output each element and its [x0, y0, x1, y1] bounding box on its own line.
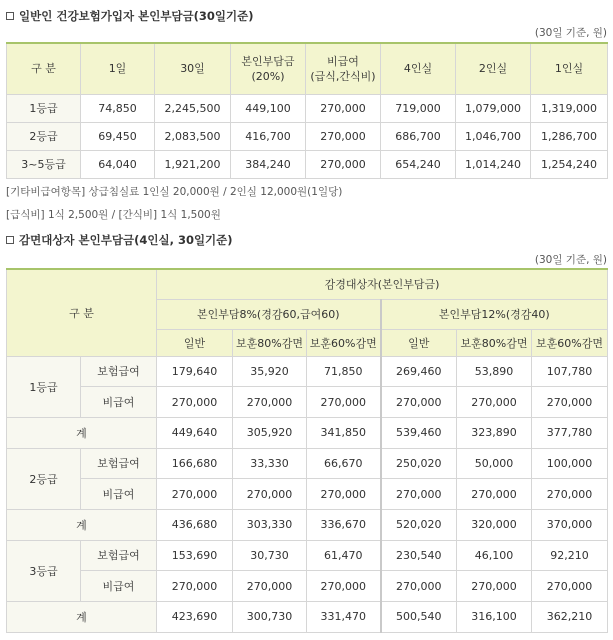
header-veteran-80: 보훈80%감면: [233, 329, 307, 356]
header-4person-room: 4인실: [381, 43, 456, 94]
header-2person-room: 2인실: [456, 43, 531, 94]
table-cell: 71,850: [307, 356, 381, 387]
header-veteran-60: 보훈60%감면: [307, 329, 381, 356]
square-bullet-icon: [6, 12, 14, 20]
table-row: [7, 417, 608, 448]
table-cell: 270,000: [306, 94, 381, 122]
table-cell: 305,920: [233, 417, 307, 448]
row-grade-label: 3등급: [7, 540, 81, 601]
header-uncovered: [306, 43, 381, 94]
table-cell: 270,000: [307, 571, 381, 602]
table-cell: 320,000: [457, 509, 532, 540]
section1-unit: (30일 기준, 원): [534, 27, 607, 39]
row-grade-label: 2등급: [7, 122, 81, 150]
row-grade-label: 1등급: [7, 356, 81, 417]
table-cell: 153,690: [157, 540, 233, 571]
row-uncovered-label: 비급여: [81, 479, 157, 510]
table-cell: 35,920: [233, 356, 307, 387]
row-grade-label: 2등급: [7, 448, 81, 509]
table-cell: 336,670: [307, 509, 381, 540]
table-cell: 520,020: [381, 509, 457, 540]
header-uncovered-detail: (급식,간식비): [310, 69, 376, 83]
table-cell: 66,670: [307, 448, 381, 479]
table-cell: 100,000: [532, 448, 608, 479]
table-cell: 384,240: [231, 150, 306, 178]
header-self-pay-rate: (20%): [251, 69, 285, 83]
table-cell: 1,046,700: [456, 122, 531, 150]
table-row: [7, 94, 608, 122]
header-uncovered-label: 비급여: [327, 54, 359, 68]
table-cell: 539,460: [381, 417, 457, 448]
table-cell: 449,100: [231, 94, 306, 122]
header-category: 구 분: [7, 269, 157, 356]
table-cell: 2,083,500: [155, 122, 231, 150]
header-veteran-80: 보훈80%감면: [457, 329, 532, 356]
table-cell: 270,000: [457, 387, 532, 418]
table-cell: 179,640: [157, 356, 233, 387]
header-self-pay: [231, 43, 306, 94]
section2-unit: (30일 기준, 원): [534, 254, 607, 266]
row-total-label: 계: [7, 509, 157, 540]
table-cell: 270,000: [457, 571, 532, 602]
table-row: [7, 122, 608, 150]
table-cell: 377,780: [532, 417, 608, 448]
header-veteran-60: 보훈60%감면: [532, 329, 608, 356]
table-cell: 270,000: [157, 571, 233, 602]
note-meal-cost: [급식비] 1식 2,500원 / [간식비] 1식 1,500원: [6, 209, 221, 221]
table-cell: 53,890: [457, 356, 532, 387]
table-cell: 270,000: [532, 387, 608, 418]
table-cell: 33,330: [233, 448, 307, 479]
table-cell: 270,000: [381, 571, 457, 602]
header-group-12pct: 본인부담12%(경감40): [381, 299, 608, 329]
table-cell: 92,210: [532, 540, 608, 571]
table-row: [7, 602, 608, 633]
table-cell: 1,319,000: [531, 94, 608, 122]
reduced-cost-table: [6, 268, 608, 633]
table-cell: 270,000: [306, 122, 381, 150]
table-row: [7, 150, 608, 178]
table-row: [7, 356, 608, 387]
table-cell: 303,330: [233, 509, 307, 540]
table-row: [7, 387, 608, 418]
table-cell: 654,240: [381, 150, 456, 178]
table-cell: 46,100: [457, 540, 532, 571]
table-cell: 270,000: [307, 479, 381, 510]
table-cell: 270,000: [532, 479, 608, 510]
table-cell: 69,450: [81, 122, 155, 150]
row-uncovered-label: 비급여: [81, 387, 157, 418]
table-cell: 370,000: [532, 509, 608, 540]
row-covered-label: 보험급여: [81, 448, 157, 479]
table-cell: 449,640: [157, 417, 233, 448]
table-row: [7, 479, 608, 510]
table-cell: 1,014,240: [456, 150, 531, 178]
table-cell: 270,000: [157, 387, 233, 418]
table-cell: 719,000: [381, 94, 456, 122]
note-other-uncovered: [기타비급여항목] 상급침실료 1인실 20,000원 / 2인실 12,000원(1일당): [6, 186, 343, 198]
row-uncovered-label: 비급여: [81, 571, 157, 602]
table-row: [7, 509, 608, 540]
row-grade-label: 1등급: [7, 94, 81, 122]
table-cell: 270,000: [306, 150, 381, 178]
header-1day: 1일: [81, 43, 155, 94]
table-cell: 250,020: [381, 448, 457, 479]
table-cell: 341,850: [307, 417, 381, 448]
table-cell: 270,000: [233, 571, 307, 602]
header-self-pay-label: 본인부담금: [241, 54, 295, 68]
table-cell: 270,000: [457, 479, 532, 510]
table-cell: 230,540: [381, 540, 457, 571]
table-cell: 270,000: [381, 479, 457, 510]
header-general: 일반: [157, 329, 233, 356]
table-cell: 270,000: [381, 387, 457, 418]
table-cell: 30,730: [233, 540, 307, 571]
general-cost-table: [6, 42, 608, 179]
table-row: [7, 448, 608, 479]
table-cell: 270,000: [233, 479, 307, 510]
header-30day: 30일: [155, 43, 231, 94]
table-cell: 50,000: [457, 448, 532, 479]
header-category: 구 분: [7, 43, 81, 94]
row-grade-label: 3~5등급: [7, 150, 81, 178]
row-total-label: 계: [7, 602, 157, 633]
table-cell: 300,730: [233, 602, 307, 633]
table-cell: 269,460: [381, 356, 457, 387]
table-cell: 500,540: [381, 602, 457, 633]
table-cell: 270,000: [157, 479, 233, 510]
table-row: [7, 571, 608, 602]
header-reduced-group: 감경대상자(본인부담금): [157, 269, 608, 299]
table-cell: 107,780: [532, 356, 608, 387]
table-cell: 74,850: [81, 94, 155, 122]
row-total-label: 계: [7, 417, 157, 448]
table-cell: 323,890: [457, 417, 532, 448]
row-covered-label: 보험급여: [81, 540, 157, 571]
row-covered-label: 보험급여: [81, 356, 157, 387]
table-cell: 64,040: [81, 150, 155, 178]
table-cell: 1,079,000: [456, 94, 531, 122]
table-cell: 61,470: [307, 540, 381, 571]
table-cell: 331,470: [307, 602, 381, 633]
table-row: [7, 540, 608, 571]
header-general: 일반: [381, 329, 457, 356]
section2-title: 감면대상자 본인부담금(4인실, 30일기준): [6, 232, 233, 248]
table-cell: 1,254,240: [531, 150, 608, 178]
table-cell: 2,245,500: [155, 94, 231, 122]
table-header-row: [7, 43, 608, 94]
table-header-row: [7, 269, 608, 299]
table-cell: 270,000: [307, 387, 381, 418]
table-cell: 270,000: [233, 387, 307, 418]
table-cell: 416,700: [231, 122, 306, 150]
header-group-8pct: 본인부담8%(경감60,급여60): [157, 299, 381, 329]
table-cell: 686,700: [381, 122, 456, 150]
table-cell: 1,921,200: [155, 150, 231, 178]
table-cell: 1,286,700: [531, 122, 608, 150]
header-1person-room: 1인실: [531, 43, 608, 94]
table-cell: 436,680: [157, 509, 233, 540]
square-bullet-icon: [6, 236, 14, 244]
table-cell: 270,000: [532, 571, 608, 602]
table-cell: 166,680: [157, 448, 233, 479]
table-cell: 362,210: [532, 602, 608, 633]
table-cell: 423,690: [157, 602, 233, 633]
table-cell: 316,100: [457, 602, 532, 633]
section1-title: 일반인 건강보험가입자 본인부담금(30일기준): [6, 8, 253, 24]
